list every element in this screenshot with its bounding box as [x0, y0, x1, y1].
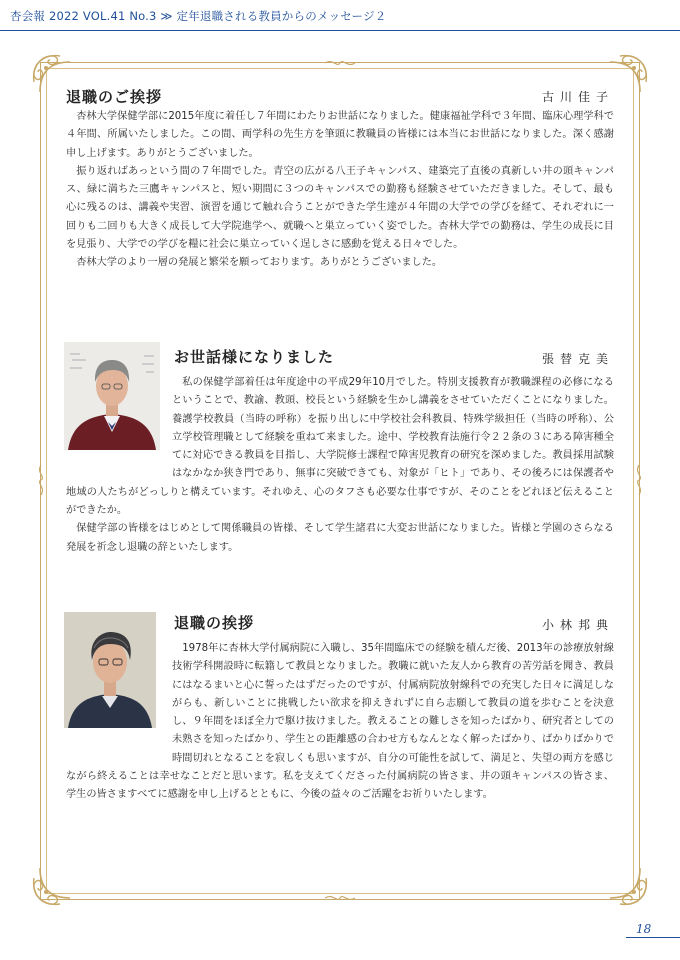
header-divider	[0, 30, 680, 31]
section-title: 退職のご挨拶	[66, 88, 163, 106]
message-section-3	[66, 608, 614, 848]
paragraph: 杏林大学のより一層の発展と繁栄を願っております。ありがとうございました。	[76, 257, 443, 269]
page-number-rule	[626, 937, 680, 938]
section-body	[66, 640, 614, 805]
author-name: 小林邦典	[541, 618, 614, 632]
paragraph: 1978年に杏林大学付属病院に入職し、35年間臨床での経験を積んだ後、2013年の診療放射線技術学科開設時に転籍して教員となりました。教職に就いた友人から教育の苦労話を聞き、教員にはなるまいと心に誓ったはずだったのですが、付属病院放射線科での充実した日々に満足しながらも、新しいことに挑戦したい欲求を抑えきれずに自ら志願して教員の道を歩むことを決意し、９年間をほぼ全力で駆け抜けました。教えることの難しさを知ったばかり、研究者としての未熟さを知ったばかり、学生との距離感の合わせ方もなんとなく解ったばかり、ばかりばかりで時間切れとなることを寂しくも思いますが、自分の可能性を試して、満足と、失望の両方を感じながら終えることは幸せなことだと思います。私を支えてくださった付属病院の皆さま、井の頭キャンパスの皆さま、学生の皆さますべてに感謝を申し上げるとともに、今後の益々のご活躍をお祈りいたします。	[66, 643, 614, 801]
paragraph: 保健学部の皆様をはじめとして関係職員の皆様、そして学生諸君に大変お世話になりました。皆様と学園のさらなる発展を祈念し退職の辞といたします。	[66, 523, 614, 553]
frame-left-ornament-icon	[36, 465, 46, 495]
section-body	[66, 374, 614, 557]
photo-wrap-spacer	[66, 640, 172, 750]
frame-bottom-ornament-icon	[325, 893, 355, 903]
frame-top-ornament-icon	[325, 58, 355, 68]
section-body	[66, 108, 614, 273]
photo-wrap-spacer	[66, 374, 172, 466]
section-title: 退職の挨拶	[174, 614, 255, 632]
paragraph: 杏林大学保健学部に2015年度に着任し７年間にわたりお世話になりました。健康福祉学科で３年間、臨床心理学科で４年間、所属いたしました。この間、両学科の先生方を筆頭に教職員の皆様には本当にお世話になりました。深く感謝申し上げます。ありがとうございました。	[66, 111, 614, 159]
paragraph: 私の保健学部着任は年度途中の平成29年10月でした。特別支援教育が教職課程の必修になるということで、教諭、教頭、校長という経験を生かし講義をさせていただくことになりました。養護学校教員（当時の呼称）を振り出しに中学校社会科教員、特殊学級担任（当時の呼称）、公立学校管理職として経験を重ねて来ました。途中、学校教育法施行令２２条の３にある障害種全てに対応できる教員を目指し、大学院修士課程で障害児教育の研究を深めました。教員採用試験はなかなか狭き門であり、無事に突破できても、対象が「ヒト」であり、その後ろには保護者や地域の人たちがどっしりと構えています。それゆえ、心のタフさも必要な仕事ですが、そのことをどれほど伝えることができたか。	[66, 377, 614, 517]
page-number: 18	[636, 922, 652, 936]
page-header: 杏会報 2022 VOL.41 No.3 ≫ 定年退職される教員からのメッセージ２	[10, 9, 387, 23]
frame-right-ornament-icon	[634, 465, 644, 495]
author-name: 張替克美	[541, 352, 614, 366]
message-section-2	[66, 342, 614, 572]
frame-corner-ornament-icon	[608, 52, 650, 94]
frame-corner-ornament-icon	[608, 866, 650, 908]
paragraph: 振り返ればあっという間の７年間でした。青空の広がる八王子キャンパス、建築完了直後の真新しい井の頭キャンパス、緑に満ちた三鷹キャンパスと、短い期間に３つのキャンパスでの勤務も経験させていただきました。そして、最も心に残るのは、講義や実習、演習を通じて触れ合うことができた学生達が４年間の大学での学びを経て、それぞれに一回りも二回りも大きく成長して大学院進学へ、就職へと巣立っていく姿でした。杏林大学での勤務は、学生の成長に目を見張り、大学での学びを糧に社会に巣立っていく逞しさに感動を覚える日々でした。	[66, 165, 614, 251]
section-title: お世話様になりました	[174, 348, 335, 366]
frame-corner-ornament-icon	[30, 866, 72, 908]
author-name: 古川佳子	[541, 90, 614, 104]
